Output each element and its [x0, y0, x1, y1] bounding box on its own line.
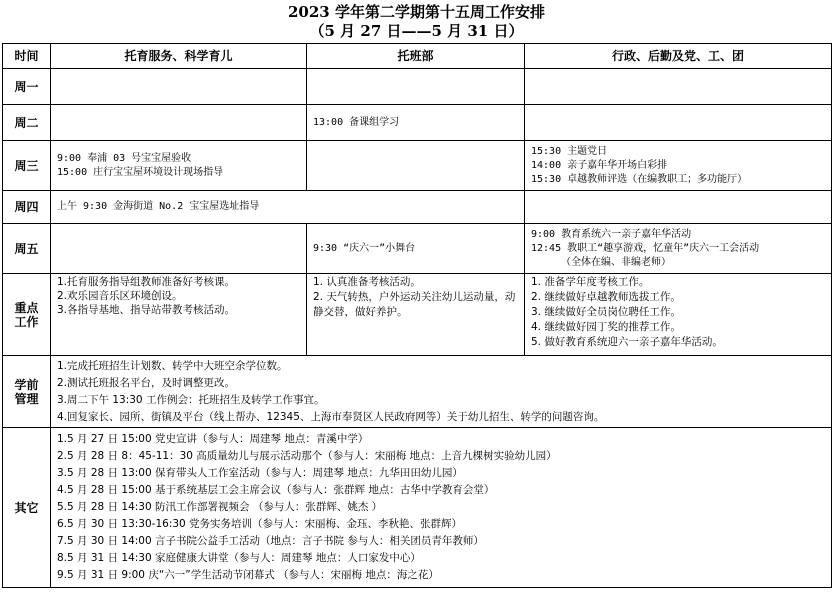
list-item: 6.5 月 30 日 13:30-16:30 党务实务培训（参与人：宋丽梅、金珏、李秋艳、张群辉）	[57, 518, 463, 530]
list-item: 1. 认真准备考核活动。	[313, 276, 421, 288]
list-item: 2.5 月 28 日 8：45-11：30 高质量幼儿与展示活动那个（参与人：宋丽梅 地点：上音九棵树实验幼儿园）	[57, 450, 557, 462]
schedule-entry: 9:30 “庆六一”小舞台	[313, 242, 416, 254]
cell-monday-admin	[525, 69, 832, 105]
header-time: 时间	[3, 44, 51, 69]
list-item: 2.测试托班报名平台，及时调整更改。	[57, 376, 236, 389]
row-other	[3, 428, 832, 588]
header-nursery-class: 托班部	[307, 44, 525, 69]
day-label-wednesday: 周三	[3, 141, 51, 191]
list-item: 1.5 月 27 日 15:00 党史宣讲（参与人：周建琴 地点：青溪中学）	[57, 433, 369, 445]
row-key-work	[3, 274, 832, 356]
row-monday	[3, 69, 832, 105]
list-item: 5.5 月 28 日 14:30 防汛工作部署视频会 （参与人：张群辉、姚杰 ）	[57, 501, 383, 513]
row-label-key-work: 重点 工作	[3, 274, 51, 356]
cell-thursday-admin	[525, 191, 832, 224]
list-item: 9.5 月 31 日 9:00 庆“六一”学生活动节闭幕式 （参与人：宋丽梅 地点：海之花）	[57, 569, 439, 581]
day-label-tuesday: 周二	[3, 105, 51, 141]
header-childcare-services: 托育服务、科学育儿	[51, 44, 307, 69]
cell-key-work-admin	[525, 274, 832, 356]
page-title: 2023 学年第二学期第十五周工作安排	[288, 3, 545, 21]
schedule-entry: 14:00 亲子嘉年华开场白彩排	[531, 159, 668, 171]
row-label-other: 其它	[3, 428, 51, 588]
cell-thursday-childcare-nursery	[51, 191, 525, 224]
row-tuesday	[3, 105, 832, 141]
cell-wednesday-admin	[525, 141, 832, 191]
day-label-monday: 周一	[3, 69, 51, 105]
cell-tuesday-childcare	[51, 105, 307, 141]
header-admin-logistics: 行政、后勤及党、工、团	[525, 44, 832, 69]
list-item: 7.5 月 30 日 14:00 言子书院公益手工活动（地点：言子书院 参与人：相关团员青年教师）	[57, 535, 484, 547]
schedule-entry: 15:30 主题党日	[531, 145, 608, 157]
row-friday	[3, 224, 832, 274]
list-item: 3. 继续做好全员岗位聘任工作。	[531, 306, 681, 318]
page-subtitle-date-range: （5 月 27 日——5 月 31 日）	[309, 22, 524, 40]
list-item: 3.5 月 28 日 13:00 保育带头人工作室活动（参与人：周建琴 地点：九华田田幼儿园）	[57, 467, 463, 479]
cell-other	[51, 428, 832, 588]
weekly-schedule-table	[2, 43, 832, 588]
schedule-entry: 上午 9:30 金海街道 No.2 宝宝屋选址指导	[57, 201, 260, 212]
list-item: 1.完成托班招生计划数、转学中大班空余学位数。	[57, 359, 288, 372]
day-label-friday: 周五	[3, 224, 51, 274]
list-item: 8.5 月 31 日 14:30 家庭健康大讲堂（参与人：周建琴 地点：人口家发中心）	[57, 552, 421, 564]
schedule-entry-note: （全体在编、非编老师）	[561, 256, 671, 268]
cell-monday-childcare	[51, 69, 307, 105]
cell-wednesday-childcare	[51, 141, 307, 191]
list-item: 4.回复家长、园所、街镇及平台（线上帮办、12345、上海市奉贤区人民政府网等）关于幼儿招生、转学的问题咨询。	[57, 410, 605, 423]
row-thursday	[3, 191, 832, 224]
list-item: 5. 做好教育系统迎六一亲子嘉年华活动。	[531, 336, 723, 348]
list-item: 1.托育服务指导组教师准备好考核课。	[57, 276, 236, 288]
list-item: 3.各指导基地、指导站带教考核活动。	[57, 304, 236, 316]
cell-friday-admin	[525, 224, 832, 274]
list-item: 2. 天气转热，户外运动关注幼儿运动量，动静交替，做好养护。	[313, 291, 516, 318]
cell-key-work-childcare	[51, 274, 307, 356]
list-item: 4. 继续做好园丁奖的推荐工作。	[531, 321, 681, 333]
list-item: 1. 准备学年度考核工作。	[531, 276, 650, 288]
schedule-entry: 12:45 教职工“趣享游戏，忆童年”庆六一工会活动	[531, 242, 760, 254]
schedule-entry: 9:00 奉浦 03 号宝宝屋验收	[57, 152, 192, 164]
schedule-entry: 15:00 庄行宝宝屋环境设计现场指导	[57, 166, 224, 178]
cell-friday-childcare	[51, 224, 307, 274]
cell-preschool-management	[51, 356, 832, 428]
list-item: 4.5 月 28 日 15:00 基于系统基层工会主席会议（参与人：张群辉 地点：古华中学教育会堂）	[57, 484, 495, 496]
list-item: 2. 继续做好卓越教师选拔工作。	[531, 291, 681, 303]
cell-key-work-nursery	[307, 274, 525, 356]
schedule-entry: 15:30 卓越教师评选（在编教职工；多功能厅）	[531, 173, 748, 185]
cell-tuesday-nursery	[307, 105, 525, 141]
row-label-preschool-management: 学前 管理	[3, 356, 51, 428]
schedule-entry: 9:00 教育系统六一亲子嘉年华活动	[531, 228, 692, 240]
cell-friday-nursery	[307, 224, 525, 274]
day-label-thursday: 周四	[3, 191, 51, 224]
cell-tuesday-admin	[525, 105, 832, 141]
cell-monday-nursery	[307, 69, 525, 105]
table-header-row	[3, 44, 832, 69]
cell-wednesday-nursery	[307, 141, 525, 191]
list-item: 2.欢乐园音乐区环境创设。	[57, 290, 183, 302]
row-preschool-management	[3, 356, 832, 428]
list-item: 3.周二下午 13:30 工作例会：托班招生及转学工作事宜。	[57, 393, 325, 406]
row-wednesday	[3, 141, 832, 191]
schedule-entry: 13:00 备课组学习	[313, 116, 400, 128]
